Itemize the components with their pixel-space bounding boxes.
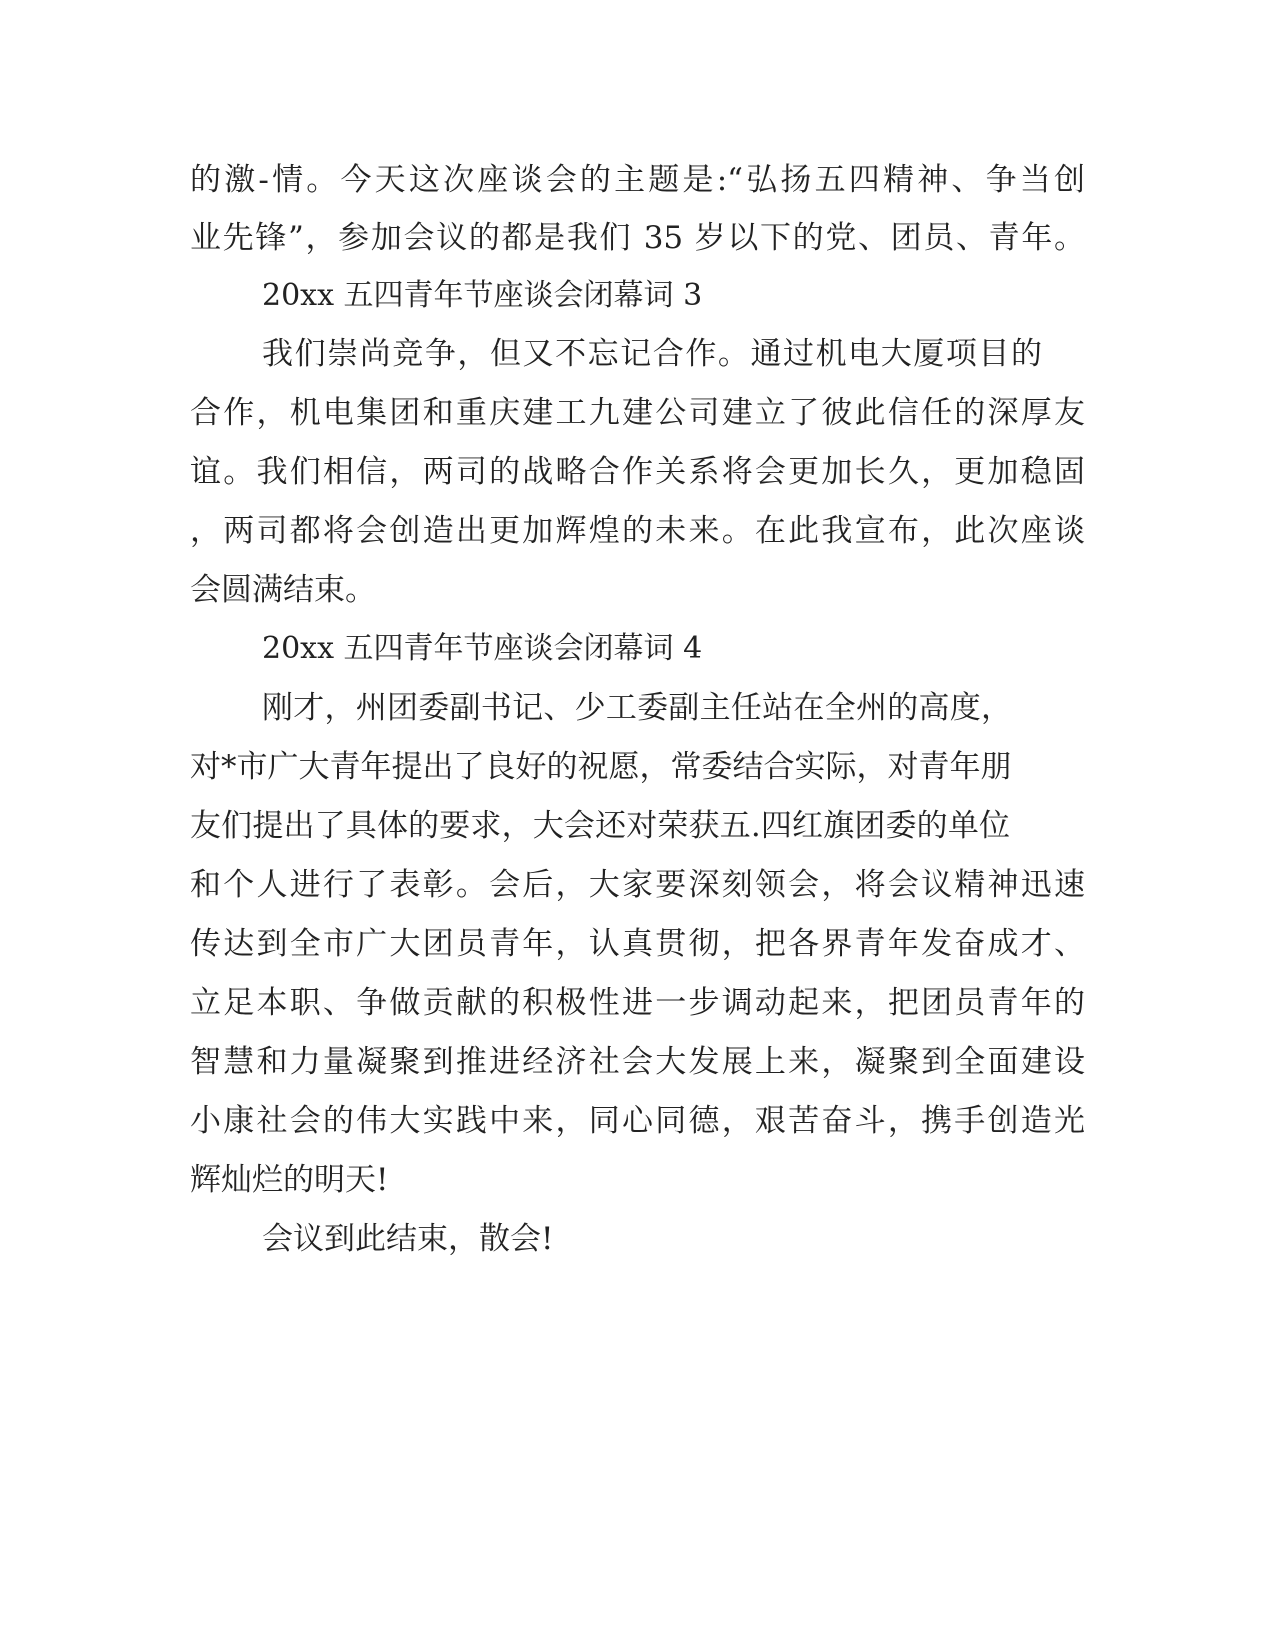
body-text-line: 谊。我们相信，两司的战略合作关系将会更加长久，更加稳固 xyxy=(190,454,1085,490)
paragraph-first-line: 我们崇尚竞争，但又不忘记合作。通过机电大厦项目的 xyxy=(262,336,1042,372)
body-text-line: 传达到全市广大团员青年，认真贯彻，把各界青年发奋成才、 xyxy=(190,926,1085,962)
body-text-line: 小康社会的伟大实践中来，同心同德，艰苦奋斗，携手创造光 xyxy=(190,1103,1085,1139)
section-heading-4: 20xx 五四青年节座谈会闭幕词 4 xyxy=(262,631,703,666)
body-text-line: 业先锋”，参加会议的都是我们 35 岁以下的党、团员、青年。 xyxy=(190,220,1085,256)
body-text-line: 立足本职、争做贡献的积极性进一步调动起来，把团员青年的 xyxy=(190,985,1085,1021)
body-text-line: 辉灿烂的明天! xyxy=(190,1162,389,1198)
body-text-line: 友们提出了具体的要求，大会还对荣获五.四红旗团委的单位 xyxy=(190,808,1010,844)
paragraph-first-line: 刚才，州团委副书记、少工委副主任站在全州的高度， xyxy=(262,690,1012,726)
body-text-line: 会圆满结束。 xyxy=(190,572,376,608)
body-text-line: 的激-情。今天这次座谈会的主题是:“弘扬五四精神、争当创 xyxy=(190,162,1085,198)
body-text-line: 合作，机电集团和重庆建工九建公司建立了彼此信任的深厚友 xyxy=(190,395,1085,431)
body-text-line: 智慧和力量凝聚到推进经济社会大发展上来，凝聚到全面建设 xyxy=(190,1044,1085,1080)
section-heading-3: 20xx 五四青年节座谈会闭幕词 3 xyxy=(262,278,703,313)
body-text-line: 和个人进行了表彰。会后，大家要深刻领会，将会议精神迅速 xyxy=(190,867,1085,903)
body-text-line: 对*市广大青年提出了良好的祝愿，常委结合实际，对青年朋 xyxy=(190,749,1012,785)
body-text-line: ，两司都将会创造出更加辉煌的未来。在此我宣布，此次座谈 xyxy=(190,513,1085,549)
closing-line: 会议到此结束，散会! xyxy=(262,1221,554,1257)
